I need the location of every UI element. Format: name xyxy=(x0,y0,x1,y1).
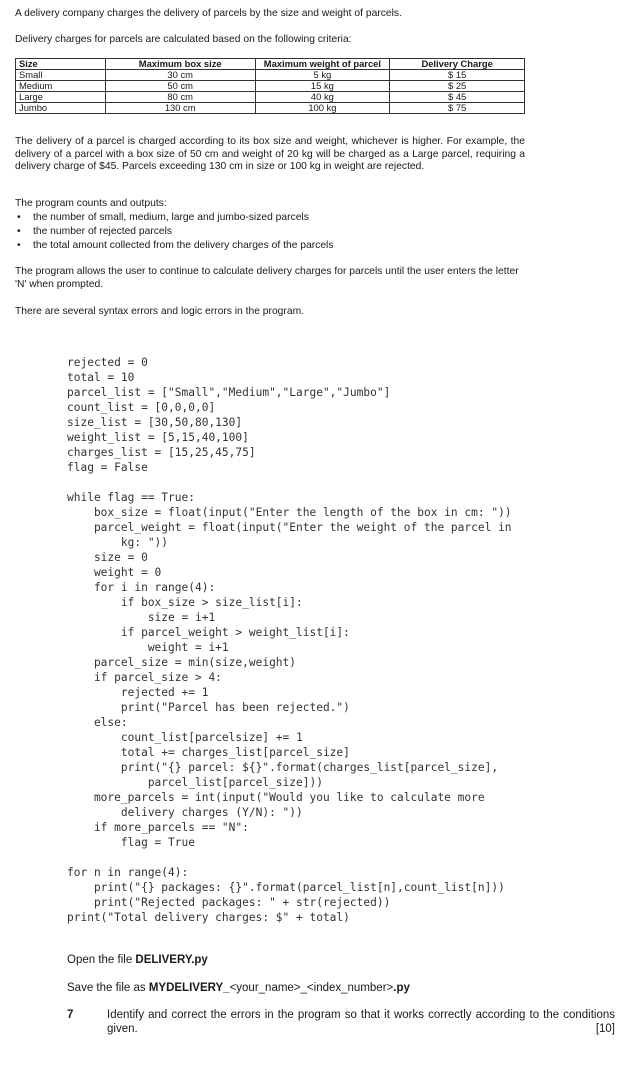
cell-size: Medium xyxy=(16,81,106,92)
charge-explanation: The delivery of a parcel is charged according to its box size and weight, whichever is higher. For example, the delivery of a parcel with a box size of 50 cm and weight of 20 kg will be charged as a Large parcel, requiring a delivery charge of $45. Parcels exceeding 130 cm in size or 100 kg in weight are rejected. xyxy=(15,136,525,172)
table-row xyxy=(16,92,525,103)
cell-weight: 15 kg xyxy=(255,81,390,92)
cell-weight: 5 kg xyxy=(255,70,390,81)
criteria-intro: Delivery charges for parcels are calculated based on the following criteria: xyxy=(15,34,352,45)
open-file-name: DELIVERY.py xyxy=(135,954,208,966)
open-file-instruction xyxy=(67,954,208,966)
cell-charge: $ 15 xyxy=(390,70,525,81)
cell-size: Large xyxy=(16,92,106,103)
table-row xyxy=(16,70,525,81)
save-name-c: .py xyxy=(393,982,410,994)
list-item: • the number of small, medium, large and jumbo-sized parcels xyxy=(33,211,334,225)
program-code: rejected = 0 total = 10 parcel_list = ["Small","Medium","Large","Jumbo"] count_list = [0,0,0,0] size_list = [30,50,80,130] weight_list = [5,15,40,100] charges_list = [15,25,45,75] flag = False while flag == True: box_size = float(input("Enter the length of the box in cm: ")) parcel_weight = float(input("Enter the weight of the parcel in kg: ")) size = 0 weight = 0 for i in range(4): if box_size > size_list[i]: size = i+1 if parcel_weight > weight_list[i]: weight = i+1 parcel_size = min(size,weight) if parcel_size > 4: rejected += 1 print("Parcel has been rejected.") else: count_list[parcelsize] += 1 total += charges_list[parcel_size] print("{} parcel: ${}".format(charges_list[parcel_size], parcel_list[parcel_size])) more_parcels = int(input("Would you like to calculate more delivery charges (Y/N): ")) if more_parcels == "N": flag = True for n in range(4): print("{} packages: {}".format(parcel_list[n],count_list[n])) print("Rejected packages: " + str(rejected)) print("Total delivery charges: $" + total) xyxy=(67,356,512,924)
cell-box-size: 30 cm xyxy=(105,70,255,81)
open-prefix: Open the file xyxy=(67,954,136,966)
table-header-row xyxy=(16,59,525,70)
header-max-weight: Maximum weight of parcel xyxy=(255,59,390,70)
cell-box-size: 130 cm xyxy=(105,103,255,114)
header-max-box-size: Maximum box size xyxy=(105,59,255,70)
intro-text: A delivery company charges the delivery of parcels by the size and weight of parcels. xyxy=(15,8,402,19)
cell-weight: 40 kg xyxy=(255,92,390,103)
continue-text: The program allows the user to continue to calculate delivery charges for parcels until the user enters the letter 'N' when prompted. xyxy=(15,266,519,290)
cell-size: Small xyxy=(16,70,106,81)
outputs-intro: The program counts and outputs: xyxy=(15,198,167,209)
question-text: Identify and correct the errors in the program so that it works correctly according to the conditions given. xyxy=(107,1009,615,1035)
save-name-b: <your_name>_<index_number> xyxy=(229,982,394,994)
list-item: • the number of rejected parcels xyxy=(33,225,334,239)
cell-size: Jumbo xyxy=(16,103,106,114)
outputs-list xyxy=(15,211,334,253)
cell-charge: $ 45 xyxy=(390,92,525,103)
save-name-a: MYDELIVERY_ xyxy=(148,982,230,994)
save-file-instruction xyxy=(67,982,410,994)
marks: [10] xyxy=(595,1023,615,1035)
criteria-table xyxy=(15,58,525,114)
save-prefix: Save the file as xyxy=(67,982,149,994)
cell-charge: $ 75 xyxy=(390,103,525,114)
cell-box-size: 50 cm xyxy=(105,81,255,92)
table-row xyxy=(16,103,525,114)
cell-box-size: 80 cm xyxy=(105,92,255,103)
table-row xyxy=(16,81,525,92)
errors-note: There are several syntax errors and logic errors in the program. xyxy=(15,306,305,317)
cell-weight: 100 kg xyxy=(255,103,390,114)
header-delivery-charge: Delivery Charge xyxy=(390,59,525,70)
list-item: • the total amount collected from the delivery charges of the parcels xyxy=(33,239,334,253)
cell-charge: $ 25 xyxy=(390,81,525,92)
question-number: 7 xyxy=(67,1009,74,1021)
header-size: Size xyxy=(16,59,106,70)
